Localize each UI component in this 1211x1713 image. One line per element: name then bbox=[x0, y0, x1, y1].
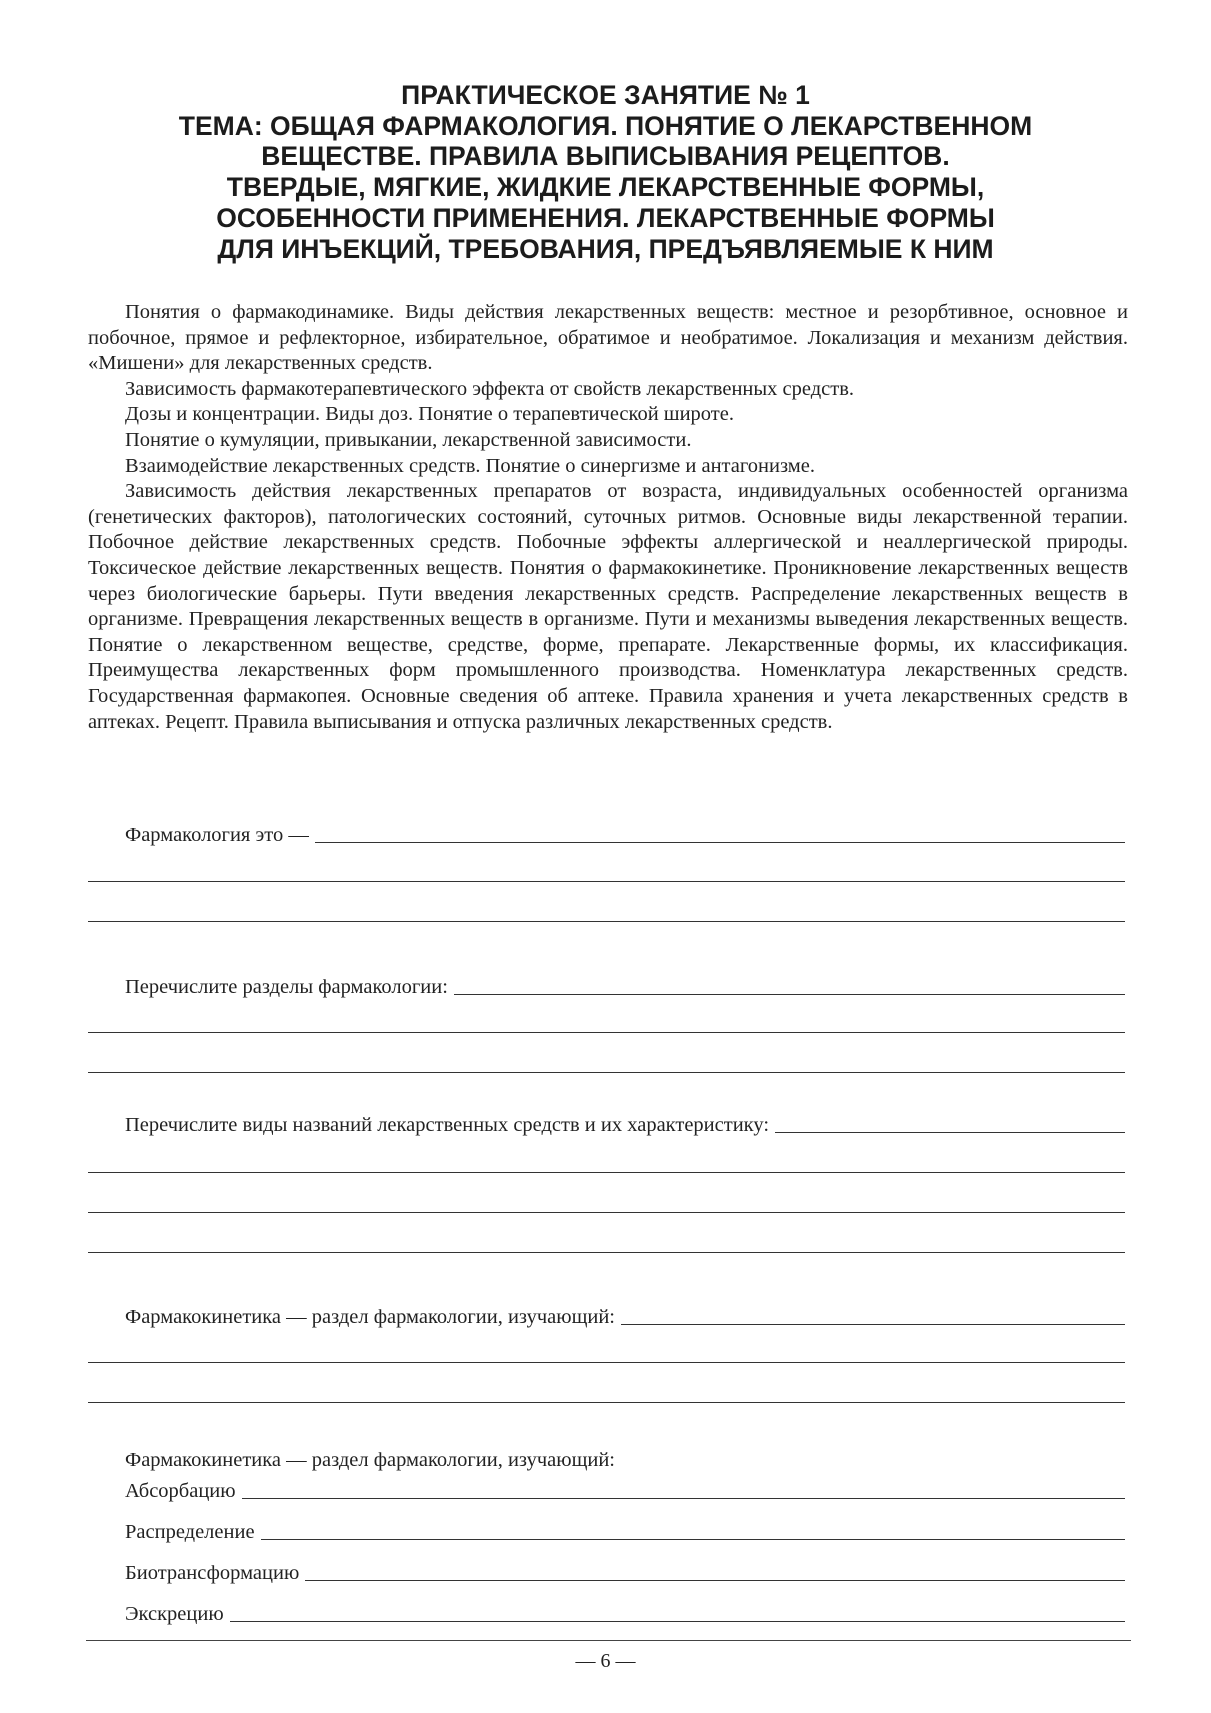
body-paragraph: Взаимодействие лекарственных средств. Понятие о синергизме и антагонизме. bbox=[125, 454, 815, 477]
answer-line[interactable] bbox=[454, 994, 1125, 995]
body-paragraph: Дозы и концентрации. Виды доз. Понятие о терапевтической широте. bbox=[125, 403, 734, 426]
process-excretion-row bbox=[125, 1597, 1125, 1625]
answer-line[interactable] bbox=[88, 1172, 1125, 1173]
process-label: Абсорбацию bbox=[125, 1480, 236, 1502]
answer-line[interactable] bbox=[88, 1362, 1125, 1363]
heading-line: ПРАКТИЧЕСКОЕ ЗАНЯТИЕ № 1 bbox=[401, 80, 810, 110]
answer-line[interactable] bbox=[88, 1402, 1125, 1403]
answer-line[interactable] bbox=[88, 1032, 1125, 1033]
topic-description bbox=[88, 300, 1128, 735]
body-paragraph: Зависимость действия лекарственных препаратов от возраста, индивидуальных особенностей организма (генетических факторов), патологических состояний, суточных ритмов. Основные виды лекарственной терапии. Побочное действие лекарственных средств. Побочные эффекты аллергической и неаллергической природы. Токсическое действие лекарственных веществ. Понятия о фармакокинетике. Проникновение лекарственных веществ через биологические барьеры. Пути введения лекарственных средств. Распределение лекарственных веществ в организме. Превращения лекарственных веществ в организме. Пути и механизмы выведения лекарственных веществ. Понятие о лекарственном веществе, средстве, форме, препарате. Лекарственные формы, их классификация. Преимущества лекарственных форм промышленного производства. Номенклатура лекарственных средств. Государственная фармакопея. Основные сведения об аптеке. Правила хранения и учета лекарственных средств в аптеках. Рецепт. Правила выписывания и отпуска различных лекарственных средств. bbox=[88, 480, 1128, 733]
footer-divider bbox=[86, 1640, 1131, 1641]
body-paragraph: Понятие о кумуляции, привыкании, лекарственной зависимости. bbox=[125, 428, 692, 451]
heading-line: ДЛЯ ИНЪЕКЦИЙ, ТРЕБОВАНИЯ, ПРЕДЪЯВЛЯЕМЫЕ К НИМ bbox=[217, 233, 994, 264]
question-label: Перечислите разделы фармакологии: bbox=[125, 976, 448, 998]
answer-line[interactable] bbox=[305, 1580, 1125, 1581]
answer-line[interactable] bbox=[230, 1621, 1125, 1622]
heading-line: ВЕЩЕСТВЕ. ПРАВИЛА ВЫПИСЫВАНИЯ РЕЦЕПТОВ. bbox=[261, 141, 950, 172]
answer-line[interactable] bbox=[315, 842, 1125, 843]
answer-line[interactable] bbox=[88, 1212, 1125, 1213]
lesson-heading bbox=[88, 80, 1123, 264]
answer-line[interactable] bbox=[775, 1132, 1125, 1133]
body-paragraph: Зависимость фармакотерапевтического эффекта от свойств лекарственных средств. bbox=[125, 377, 855, 400]
question-drug-name-types bbox=[125, 1108, 1125, 1136]
question-pharmacokinetics-processes: Фармакокинетика — раздел фармакологии, изучающий: bbox=[125, 1449, 615, 1471]
answer-line[interactable] bbox=[88, 921, 1125, 922]
heading-line: ТЕМА: ОБЩАЯ ФАРМАКОЛОГИЯ. ПОНЯТИЕ О ЛЕКАРСТВЕННОМ bbox=[178, 110, 1033, 141]
answer-line[interactable] bbox=[242, 1498, 1125, 1499]
process-biotransformation-row bbox=[125, 1556, 1125, 1584]
question-pharmacology-sections bbox=[125, 970, 1125, 998]
process-label: Биотрансформацию bbox=[125, 1562, 300, 1584]
process-label: Экскрецию bbox=[125, 1603, 224, 1625]
answer-line[interactable] bbox=[88, 1252, 1125, 1253]
answer-line[interactable] bbox=[88, 1072, 1125, 1073]
question-label: Перечислите виды названий лекарственных средств и их характеристику: bbox=[125, 1114, 770, 1136]
question-label: Фармакокинетика — раздел фармакологии, изучающий: bbox=[125, 1306, 615, 1328]
answer-line[interactable] bbox=[88, 881, 1125, 882]
question-label: Фармакология это — bbox=[125, 824, 309, 846]
page-number: — 6 — bbox=[575, 1650, 636, 1672]
body-paragraph: Понятия о фармакодинамике. Виды действия лекарственных веществ: местное и резорбтивное, основное и побочное, прямое и рефлекторное, избирательное, обратимое и необратимое. Локализация и механизм действия. «Мишени» для лекарственных средств. bbox=[88, 301, 1128, 375]
answer-line[interactable] bbox=[261, 1539, 1125, 1540]
heading-line: ОСОБЕННОСТИ ПРИМЕНЕНИЯ. ЛЕКАРСТВЕННЫЕ ФОРМЫ bbox=[216, 202, 995, 233]
process-label: Распределение bbox=[125, 1521, 255, 1543]
process-absorption-row bbox=[125, 1474, 1125, 1502]
question-pharmacology-definition bbox=[125, 818, 1125, 846]
question-pharmacokinetics bbox=[125, 1300, 1125, 1328]
answer-line[interactable] bbox=[621, 1324, 1125, 1325]
heading-line: ТВЕРДЫЕ, МЯГКИЕ, ЖИДКИЕ ЛЕКАРСТВЕННЫЕ ФОРМЫ, bbox=[226, 172, 985, 203]
process-distribution-row bbox=[125, 1515, 1125, 1543]
